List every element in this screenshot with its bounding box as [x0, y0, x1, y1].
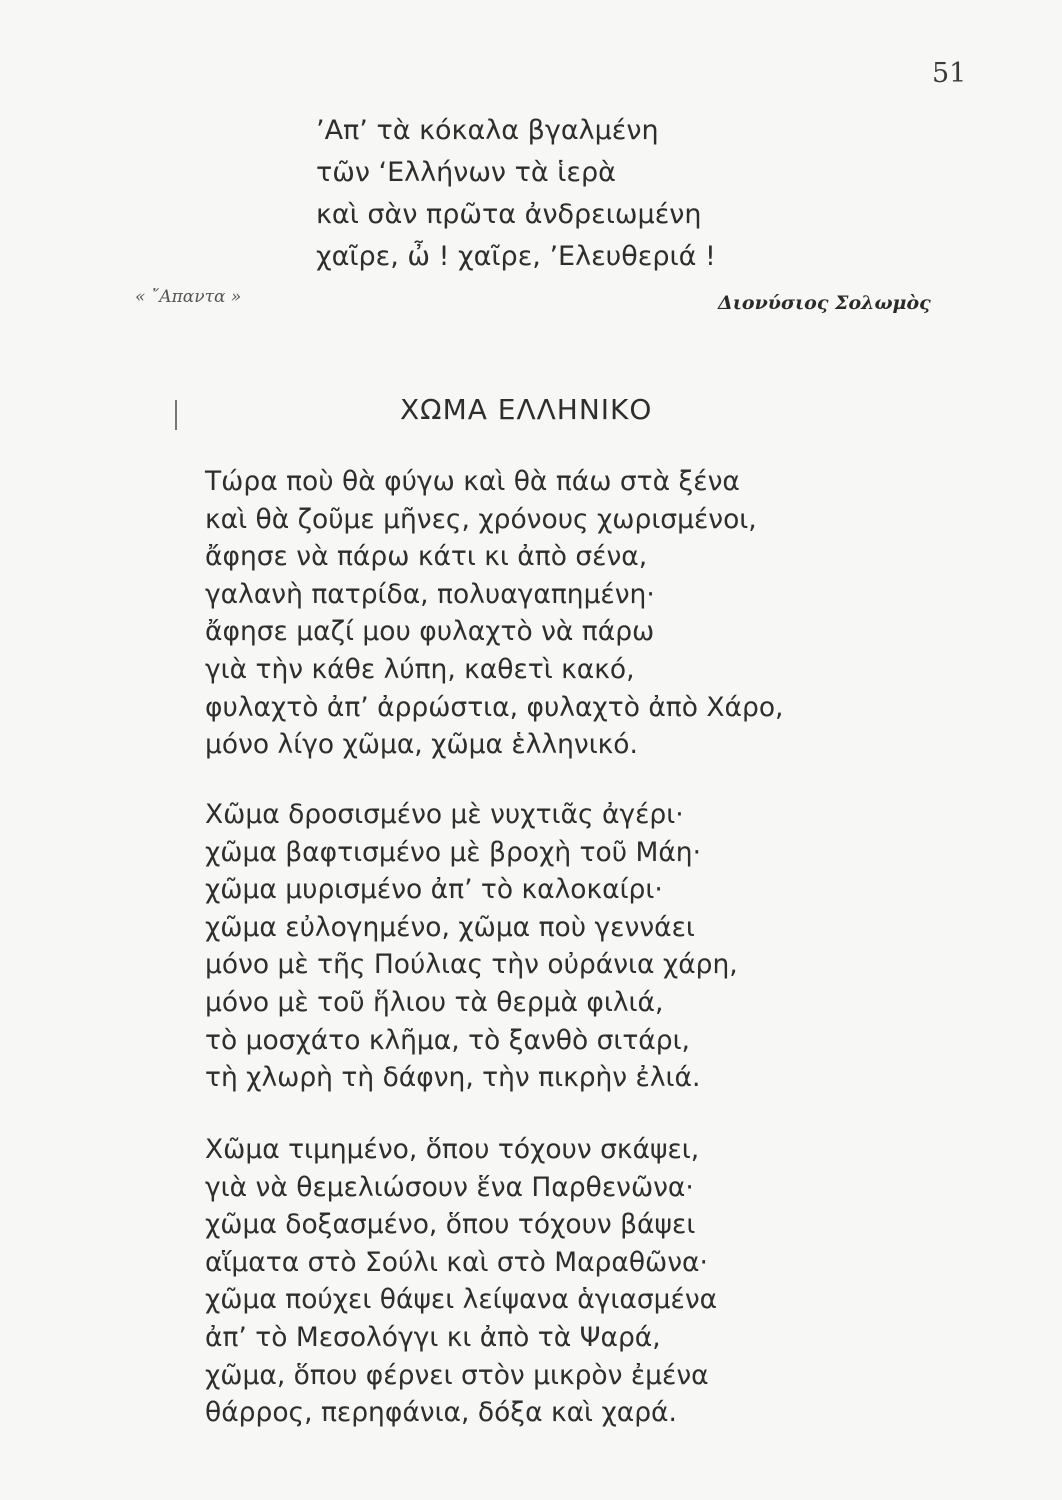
page-number: 51: [932, 58, 967, 89]
verse-line: μόνο μὲ τῆς Πούλιας τὴν οὐράνια χάρη,: [205, 949, 738, 981]
verse-line: καὶ σὰν πρῶτα ἀνδρειωμένη: [316, 199, 702, 230]
verse-line: γαλανὴ πατρίδα, πολυαγαπημένη·: [205, 578, 655, 610]
verse-line: χῶμα εὐλογημένο, χῶμα ποὺ γεννάει: [205, 911, 695, 943]
verse-line: χῶμα, ὅπου φέρνει στὸν μικρὸν ἐμένα: [205, 1359, 709, 1391]
verse-line: τὸ μοσχάτο κλῆμα, τὸ ξανθὸ σιτάρι,: [205, 1024, 690, 1056]
source-citation: « ῎Απαντα »: [135, 287, 242, 307]
verse-line: Τώρα ποὺ θὰ φύγω καὶ θὰ πάω στὰ ξένα: [205, 466, 740, 497]
verse-line: ἄφησε μαζί μου φυλαχτὸ νὰ πάρω: [205, 616, 655, 648]
verse-line: Χῶμα δροσισμένο μὲ νυχτιᾶς ἀγέρι·: [205, 799, 684, 830]
verse-line: αἵματα στὸ Σούλι καὶ στὸ Μαραθῶνα·: [205, 1246, 708, 1278]
verse-line: χῶμα βαφτισμένο μὲ βροχὴ τοῦ Μάη·: [205, 836, 702, 868]
verse-line: γιὰ τὴν κάθε λύπη, καθετὶ κακό,: [205, 653, 635, 685]
verse-line: χῶμα μυρισμένο ἀπ’ τὸ καλοκαίρι·: [205, 874, 663, 906]
stanza-2: [205, 796, 738, 1097]
quoted-stanza: [316, 110, 716, 278]
verse-line: ἀπ’ τὸ Μεσολόγγι κι ἀπὸ τὰ Ψαρά,: [205, 1321, 661, 1353]
verse-line: τῶν ‘Ελλήνων τὰ ἱερὰ: [316, 157, 616, 188]
verse-line: χῶμα δοξασμένο, ὅπου τόχουν βάψει: [205, 1209, 696, 1241]
verse-line: καὶ θὰ ζοῦμε μῆνες, χρόνους χωρισμένοι,: [205, 503, 757, 535]
verse-line: γιὰ νὰ θεμελιώσουν ἕνα Παρθενῶνα·: [205, 1171, 694, 1203]
verse-line: μόνο λίγο χῶμα, χῶμα ἑλληνικό.: [205, 729, 638, 761]
stanza-1: [205, 463, 783, 764]
poem-title: ΧΩΜΑ ΕΛΛΗΝΙΚΟ: [400, 393, 653, 426]
verse-line: χαῖρε, ὦ ! χαῖρε, ’Ελευθεριά !: [316, 241, 716, 272]
verse-line: ’Απ’ τὰ κόκαλα βγαλμένη: [316, 115, 659, 146]
author-name: Διονύσιος Σολωμὸς: [718, 292, 931, 314]
verse-line: ἄφησε νὰ πάρω κάτι κι ἀπὸ σένα,: [205, 541, 648, 573]
verse-line: φυλαχτὸ ἀπ’ ἀρρώστια, φυλαχτὸ ἀπὸ Χάρο,: [205, 691, 784, 723]
verse-line: μόνο μὲ τοῦ ἥλιου τὰ θερμὰ φιλιά,: [205, 986, 664, 1018]
verse-line: τὴ χλωρὴ τὴ δάφνη, τὴν πικρὴν ἐλιά.: [205, 1062, 701, 1094]
verse-line: χῶμα πούχει θάψει λείψανα ἁγιασμένα: [205, 1284, 718, 1316]
verse-line: Χῶμα τιμημένο, ὅπου τόχουν σκάψει,: [205, 1134, 700, 1165]
margin-mark: [175, 400, 177, 430]
verse-line: θάρρος, περηφάνια, δόξα καὶ χαρά.: [205, 1397, 677, 1429]
stanza-3: [205, 1131, 717, 1432]
